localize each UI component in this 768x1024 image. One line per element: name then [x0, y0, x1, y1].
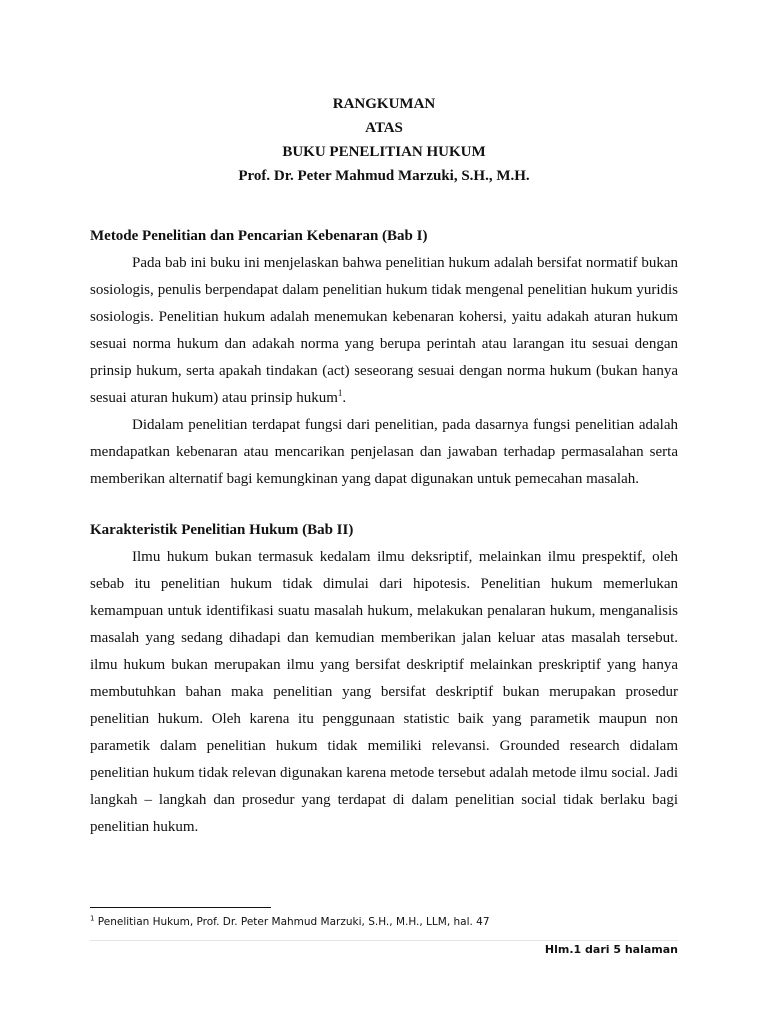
paragraph-end: . — [342, 390, 347, 406]
footer-divider — [90, 940, 678, 941]
footnote — [90, 914, 678, 930]
paragraph: Didalam penelitian terdapat fungsi dari penelitian, pada dasarnya fungsi penelitian adalah mendapatkan kebenaran atau mencarikan penjelasan dan jawaban terhadap permasalahan serta memberikan alternatif bagi kemungkinan yang dapat digunakan untuk pemecahan masalah. — [90, 417, 678, 487]
title-line-2: ATAS — [365, 120, 403, 136]
section-heading: Metode Penelitian dan Pencarian Kebenaran (Bab I) — [90, 228, 428, 244]
section-bab-2 — [90, 517, 678, 841]
footnote-number: 1 — [90, 914, 95, 923]
section-heading: Karakteristik Penelitian Hukum (Bab II) — [90, 522, 354, 538]
paragraph: Ilmu hukum bukan termasuk kedalam ilmu deksriptif, melainkan ilmu prespektif, oleh sebab itu penelitian hukum tidak dimulai dari hipotesis. Penelitian hukum memerlukan kemampuan untuk identifikasi suatu masalah hukum, melakukan penalaran hukum, menganalisis masalah yang sedang dihadapi dan kemudian memberikan jalan keluar atas masalah tersebut. ilmu hukum bukan merupakan ilmu yang bersifat deskriptif melainkan preskriptif yang hanya membutuhkan bahan maka penelitian yang bersifat deskriptif bukan merupakan prosedur penelitian hukum. Oleh karena itu penggunaan statistic baik yang parametik maupun non parametik dalam penelitian hukum tidak memiliki relevansi. Grounded research didalam penelitian hukum tidak relevan digunakan karena metode tersebut adalah metode ilmu social. Jadi langkah – langkah dan prosedur yang terdapat di dalam penelitian social tidak berlaku bagi penelitian hukum. — [90, 549, 678, 835]
paragraph-text: Pada bab ini buku ini menjelaskan bahwa penelitian hukum adalah bersifat normatif bukan sosiologis, penulis berpendapat dalam penelitian hukum tidak mengenal penelitian hukum yuridis sosiologis. Penelitian hukum adalah menemukan kebenaran kohersi, yaitu adakah aturan hukum sesuai norma hukum dan adakah norma yang berupa perintah atau larangan itu sesuai dengan prinsip hukum, serta apakah tindakan (act) seseorang sesuai dengan norma hukum (bukan hanya sesuai aturan hukum) atau prinsip hukum — [90, 255, 678, 406]
title-line-3: BUKU PENELITIAN HUKUM — [282, 144, 486, 160]
paragraph — [90, 250, 678, 412]
footnote-ref[interactable]: 1 — [337, 388, 343, 398]
section-bab-1 — [90, 223, 678, 493]
footnote-text: Penelitian Hukum, Prof. Dr. Peter Mahmud Marzuki, S.H., M.H., LLM, hal. 47 — [94, 916, 490, 928]
title-block — [0, 92, 768, 188]
title-line-1: RANGKUMAN — [332, 96, 436, 112]
footnote-divider — [90, 907, 271, 908]
page-number: Hlm.1 dari 5 halaman — [544, 943, 678, 956]
author-line: Prof. Dr. Peter Mahmud Marzuki, S.H., M.H. — [238, 168, 530, 184]
